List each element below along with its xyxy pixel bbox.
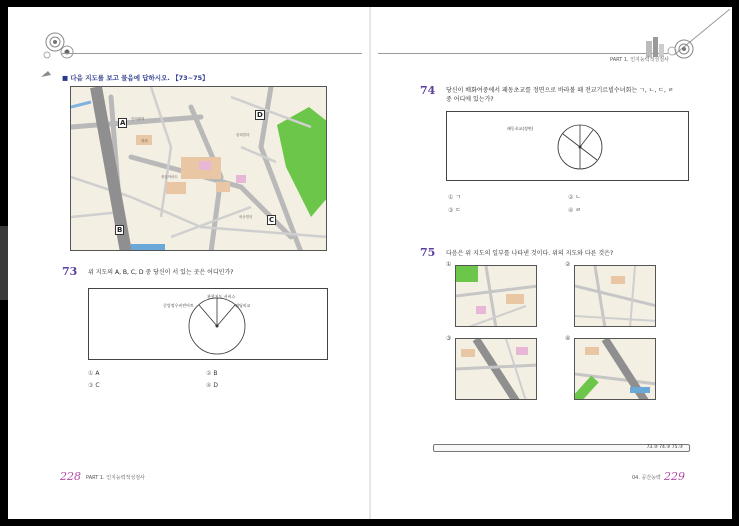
left-footer-text: PART 1. 인지능력적성검사 [86,475,145,481]
q75-option-3-num: ③ [446,335,452,342]
map-place-label: 인덕원역 [131,117,145,121]
q74-text-line1: 당신이 배화여중에서 패동초교를 정면으로 바라볼 때 전교기르빌수녀회는 ㄱ, ㄴ, ㄷ, ㄹ [446,87,674,94]
instruction-text: ■ 다음 지도를 보고 물음에 답하시오. 【73~75】 [62,74,209,82]
q75-thumb-2[interactable] [574,265,656,327]
viewer-edge-tab[interactable] [0,226,8,300]
q73-option-4[interactable]: ④ D [206,382,218,389]
left-page-number: 228 [60,470,81,483]
q73-dial-label-right: 웨딩비교 [235,303,251,308]
q74-text-line2: 중 어디에 있는가? [446,96,494,103]
q75-option-2-num: ② [565,261,571,268]
q73-option-2[interactable]: ② B [206,370,218,377]
map-place-label: 외송빌딩 [239,215,253,219]
q75-thumb-3[interactable] [455,338,537,400]
map-marker-c: C [269,216,275,224]
q74-option-4[interactable]: ④ ㄹ [568,207,582,214]
map-marker-b: B [117,226,123,234]
map-place-label: 중흥아파트 [161,175,178,179]
q75-thumb-1[interactable] [455,265,537,327]
q73-dial-label-top: 관광지도 서비스 [207,294,236,299]
q73-number: 73 [62,265,78,278]
q75-option-1-num: ① [446,261,452,268]
map-place-label: 창원 [141,139,148,143]
q75-number: 75 [420,246,436,259]
right-header-rule [378,53,668,54]
page-gutter [369,7,371,519]
answer-key-bar: 73.③ 74.③ 75.③ [433,444,690,452]
q73-option-1[interactable]: ① A [88,370,100,377]
q75-text: 다음은 위 지도의 일부를 나타낸 것이다. 위의 지도와 다른 것은? [446,250,614,257]
q74-number: 74 [420,84,436,97]
main-map-drawing [71,87,327,251]
right-running-header: PART 1. 인지능력적성검사 [610,57,669,63]
main-map [70,86,327,251]
q75-thumb-4[interactable] [574,338,656,400]
q74-dial-label: 패동초교(정면) [507,126,534,131]
q73-dial-box [88,288,328,360]
map-place-label: 삼희빌라 [236,133,250,137]
map-marker-a: A [120,119,126,127]
q74-dial [553,120,607,174]
q73-dial-label-left: 중앙정우비빈아트 [163,303,194,308]
q75-option-4-num: ④ [565,335,571,342]
q74-dial-box [446,111,689,181]
q74-option-2[interactable]: ② ㄴ [568,194,582,201]
q74-option-3[interactable]: ③ ㄷ [448,207,462,214]
right-page-number: 229 [664,470,685,483]
q73-option-3[interactable]: ③ C [88,382,100,389]
book-spread [8,7,732,519]
q74-option-1[interactable]: ① ㄱ [448,194,462,201]
map-marker-d: D [257,111,263,119]
right-footer-text: 04. 공간능력 [632,475,661,481]
q73-text: 위 지도의 A, B, C, D 중 당신이 서 있는 곳은 어디인가? [88,269,234,276]
left-header-rule [62,53,362,54]
